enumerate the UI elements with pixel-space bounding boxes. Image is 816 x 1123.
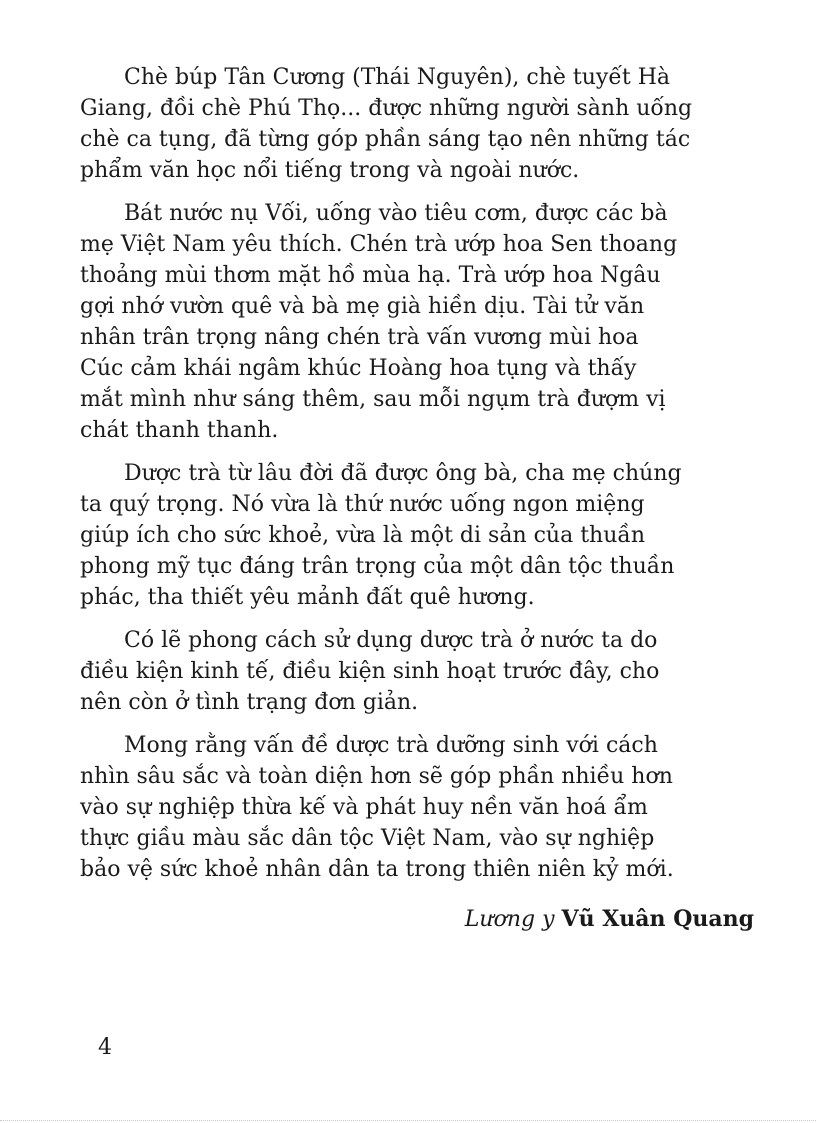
page-body (80, 62, 760, 897)
text-line: Mong rằng vấn đề dược trà dưỡng sinh với cách (124, 733, 658, 758)
text-line: mẹ Việt Nam yêu thích. Chén trà ướp hoa Sen thoang (80, 232, 678, 257)
text-line: nên còn ở tình trạng đơn giản. (80, 690, 419, 715)
text-line: phong mỹ tục đáng trân trọng của một dân tộc thuần (80, 554, 675, 579)
text-line: điều kiện kinh tế, điều kiện sinh hoạt trước đây, cho (80, 659, 660, 684)
text-line: nhìn sâu sắc và toàn diện hơn sẽ góp phần nhiều hơn (80, 764, 673, 789)
text-line: Bát nước nụ Vối, uống vào tiêu cơm, được các bà (124, 201, 668, 226)
author-title: Lương y (464, 907, 555, 932)
text-line: chè ca tụng, đã từng góp phần sáng tạo nên những tác (80, 127, 691, 152)
page-bottom-divider (0, 1120, 816, 1121)
text-line: Dược trà từ lâu đời đã được ông bà, cha mẹ chúng (124, 461, 682, 486)
text-line: gợi nhớ vườn quê và bà mẹ già hiền dịu. Tài tử văn (80, 294, 645, 319)
text-line: thoảng mùi thơm mặt hồ mùa hạ. Trà ướp hoa Ngâu (80, 263, 661, 288)
page-number: 4 (98, 1035, 112, 1060)
text-line: vào sự nghiệp thừa kế và phát huy nền văn hoá ẩm (80, 795, 648, 820)
text-line: nhân trân trọng nâng chén trà vấn vương mùi hoa (80, 325, 639, 350)
text-line: phác, tha thiết yêu mảnh đất quê hương. (80, 585, 535, 610)
text-line: mắt mình như sáng thêm, sau mỗi ngụm trà đượm vị (80, 387, 666, 412)
paragraph-2 (80, 198, 760, 446)
text-line: giúp ích cho sức khoẻ, vừa là một di sản của thuần (80, 523, 646, 548)
text-line: chát thanh thanh. (80, 418, 279, 443)
text-line: phẩm văn học nổi tiếng trong và ngoài nước. (80, 158, 580, 183)
paragraph-4 (80, 625, 760, 718)
text-line: Cúc cảm khái ngâm khúc Hoàng hoa tụng và thấy (80, 356, 637, 381)
text-line: bảo vệ sức khoẻ nhân dân ta trong thiên niên kỷ mới. (80, 857, 674, 882)
text-line: Giang, đồi chè Phú Thọ... được những người sành uống (80, 96, 693, 121)
text-line: thực giầu màu sắc dân tộc Việt Nam, vào sự nghiệp (80, 826, 655, 851)
text-line: ta quý trọng. Nó vừa là thứ nước uống ngon miệng (80, 492, 645, 517)
paragraph-5 (80, 730, 760, 885)
author-name: Vũ Xuân Quang (561, 906, 754, 932)
author-signature (465, 904, 754, 935)
paragraph-1 (80, 62, 760, 186)
paragraph-3 (80, 458, 760, 613)
text-line: Có lẽ phong cách sử dụng dược trà ở nước ta do (124, 628, 658, 653)
text-line: Chè búp Tân Cương (Thái Nguyên), chè tuyết Hà (124, 65, 671, 90)
